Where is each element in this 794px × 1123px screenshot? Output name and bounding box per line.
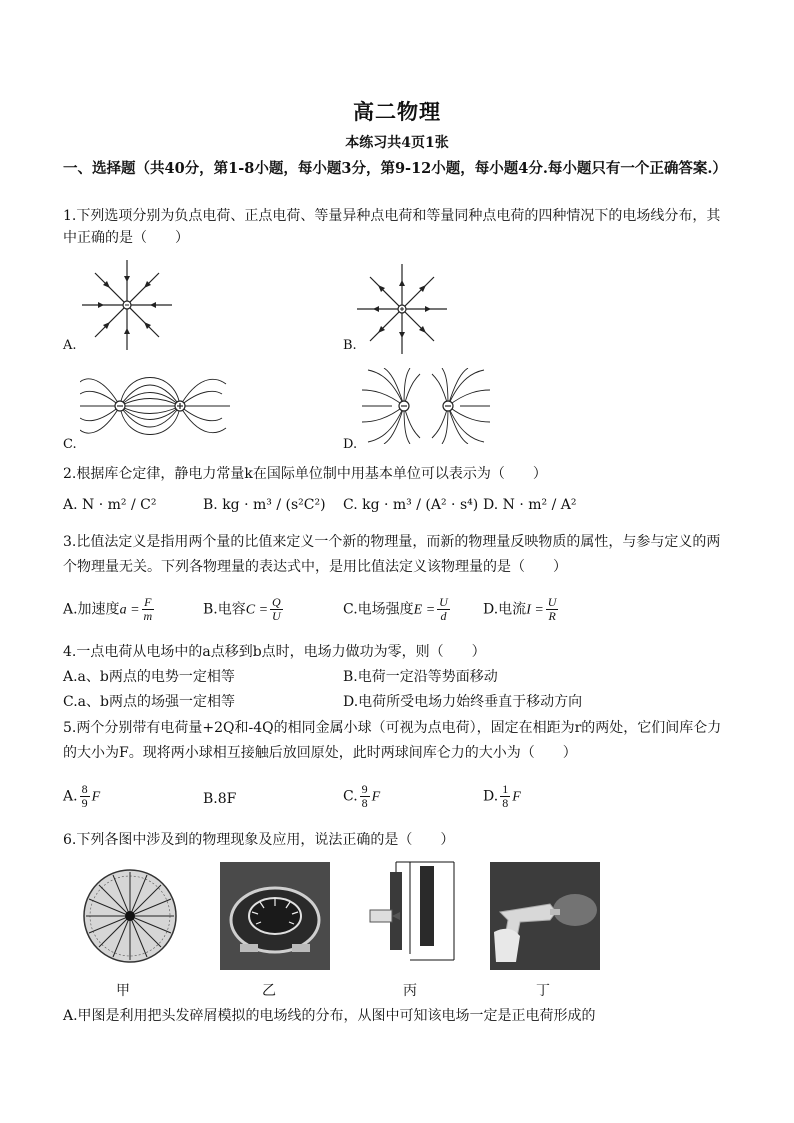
q5-c-prefix: C. xyxy=(343,788,358,805)
q5-option-c xyxy=(343,783,380,810)
question-4-stem: 4.一点电荷从电场中的a点移到b点时，电场力做功为零，则（ ） xyxy=(63,644,486,660)
photo-ding-spray-gun xyxy=(490,862,600,970)
q3-a-den: m xyxy=(143,609,153,623)
label-jia: 甲 xyxy=(116,983,130,999)
q1-option-b-label: B. xyxy=(343,338,357,353)
q4-option-b: B.电荷一定沿等势面移动 xyxy=(343,669,498,685)
q4-option-d: D.电荷所受电场力始终垂直于移动方向 xyxy=(343,694,583,710)
q1-option-d-label: D. xyxy=(343,437,358,452)
q3-c-den: d xyxy=(440,609,447,623)
q6-option-a: A.甲图是利用把头发碎屑模拟的电场线的分布，从图中可知该电场一定是正电荷形成的 xyxy=(63,1008,596,1024)
q5-c-num: 9 xyxy=(361,782,368,796)
q3-b-prefix: B.电容 xyxy=(203,601,246,618)
photo-yi-stove xyxy=(220,862,330,970)
q2-option-b: B. kg · m³ / (s²C²) xyxy=(203,497,326,513)
q5-option-b: B.8F xyxy=(203,791,237,807)
q5-a-den: 9 xyxy=(81,796,88,810)
q3-d-lhs: I = xyxy=(526,602,544,618)
q5-option-d xyxy=(483,783,521,810)
q3-b-den: U xyxy=(272,609,281,623)
q3-d-num: U xyxy=(547,595,557,609)
photo-bing-precipitator xyxy=(362,858,462,970)
question-3-stem: 3.比值法定义是指用两个量的比值来定义一个新的物理量，而新的物理量反映物质的属性，与参与定义的两个物理量无关。下列各物理量的表达式中，是用比值法定义该物理量的是（ ） xyxy=(63,534,721,575)
q2-option-c: C. kg · m³ / (A² · s⁴) xyxy=(343,497,479,513)
q3-c-lhs: E = xyxy=(413,602,436,618)
q5-d-prefix: D. xyxy=(483,788,499,805)
q3-option-c xyxy=(343,596,452,623)
question-6-stem: 6.下列各图中涉及到的物理现象及应用，说法正确的是（ ） xyxy=(63,832,455,848)
q4-option-a: A.a、b两点的电势一定相等 xyxy=(63,669,235,685)
q3-a-num: F xyxy=(144,595,152,609)
label-bing: 丙 xyxy=(403,983,417,999)
q5-option-a xyxy=(63,783,100,810)
q5-a-prefix: A. xyxy=(63,788,78,805)
q3-option-b xyxy=(203,596,285,623)
q5-c-var: F xyxy=(371,789,381,805)
q4-option-c: C.a、b两点的场强一定相等 xyxy=(63,694,235,710)
question-2-stem: 2.根据库仑定律，静电力常量k在国际单位制中用基本单位可以表示为（ ） xyxy=(63,466,547,482)
q2-option-d: D. N · m² / A² xyxy=(483,497,577,513)
q3-c-prefix: C.电场强度 xyxy=(343,601,414,618)
q5-d-num: 1 xyxy=(502,782,509,796)
q3-a-lhs: a = xyxy=(119,602,140,618)
label-ding: 丁 xyxy=(536,983,550,999)
q5-a-var: F xyxy=(91,789,101,805)
q3-option-a xyxy=(63,596,156,623)
figure-opposite-charges xyxy=(80,368,230,444)
q3-b-num: Q xyxy=(272,595,281,609)
photo-jia-field-lines xyxy=(80,862,180,970)
q3-option-d xyxy=(483,596,560,623)
q3-c-num: U xyxy=(439,595,448,609)
figure-negative-charge xyxy=(80,258,174,352)
section-heading: 一、选择题（共40分，第1-8小题，每小题3分，第9-12小题，每小题4分.每小题只有一个正确答案.） xyxy=(63,160,727,177)
q5-d-den: 8 xyxy=(502,796,509,810)
q5-d-var: F xyxy=(512,789,521,805)
page-subtitle: 本练习共4页1张 xyxy=(345,135,449,151)
q3-d-prefix: D.电流 xyxy=(483,601,527,618)
q1-option-a-label: A. xyxy=(63,338,77,353)
q5-c-den: 8 xyxy=(361,796,368,810)
q3-d-den: R xyxy=(548,609,556,623)
question-5-stem: 5.两个分别带有电荷量+2Q和-4Q的相同金属小球（可视为点电荷），固定在相距为r的两处，它们间库仑力的大小为F。现将两小球相互接触后放回原处，此时两球间库仑力的大小为（ ） xyxy=(63,720,722,761)
question-1-stem: 1.下列选项分别为负点电荷、正点电荷、等量异种点电荷和等量同种点电荷的四种情况下的电场线分布，其中正确的是（ ） xyxy=(63,208,721,246)
figure-positive-charge xyxy=(355,262,449,356)
figure-like-charges xyxy=(362,368,490,444)
label-yi: 乙 xyxy=(262,983,276,999)
q1-option-c-label: C. xyxy=(63,437,77,452)
q3-a-prefix: A.加速度 xyxy=(63,601,120,618)
q3-b-lhs: C = xyxy=(245,602,269,618)
q5-a-num: 8 xyxy=(81,782,88,796)
page-title: 高二物理 xyxy=(353,99,441,124)
q2-option-a: A. N · m² / C² xyxy=(63,497,157,513)
